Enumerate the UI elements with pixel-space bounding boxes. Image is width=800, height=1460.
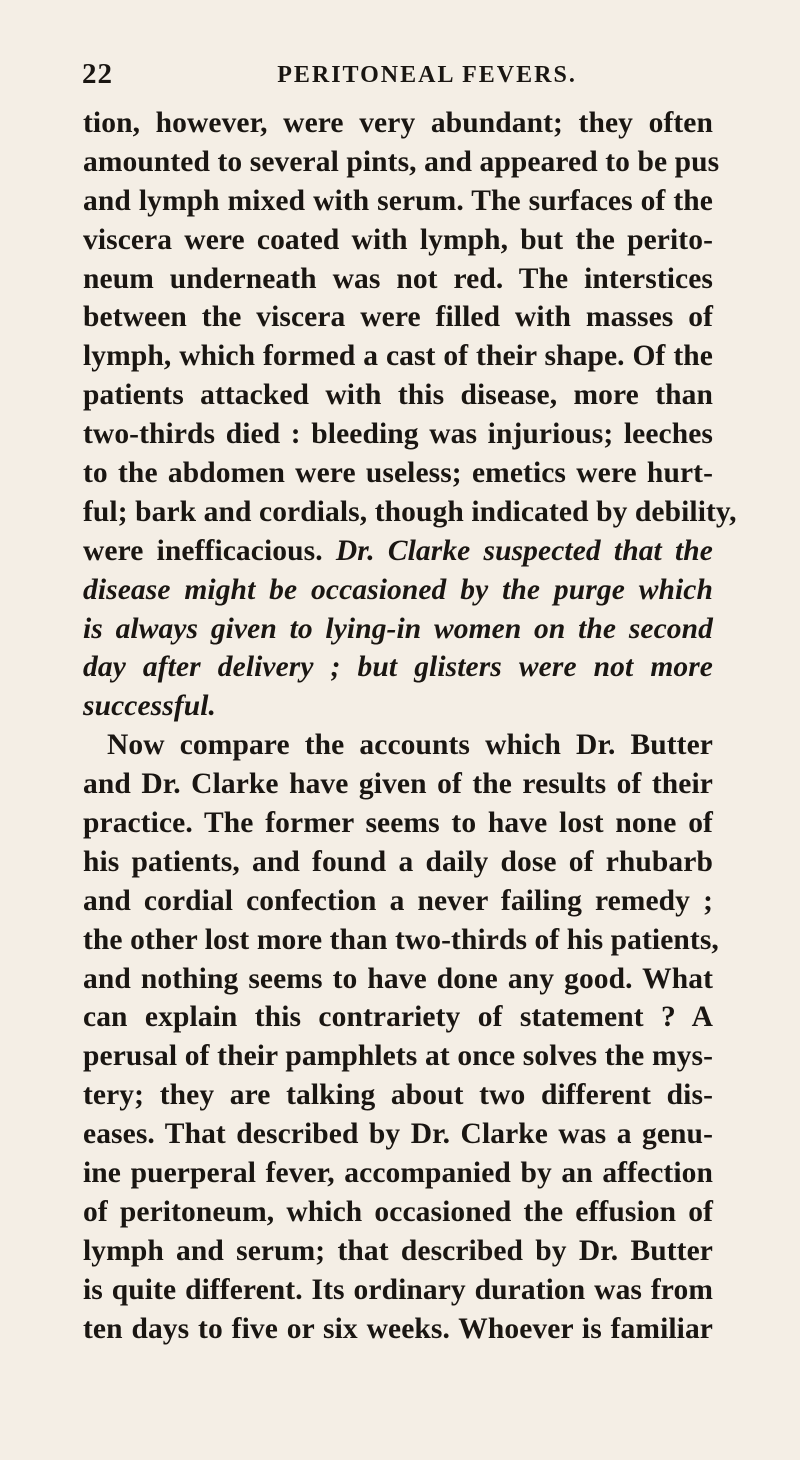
text-line: viscera were coated with lymph, but the perito- xyxy=(83,223,713,256)
text-line-italic: is always given to lying-in women on the second xyxy=(83,612,713,645)
text-line: lymph and serum; that described by Dr. Butter xyxy=(83,1234,713,1267)
text-line: neum underneath was not red. The interstices xyxy=(83,262,713,295)
text-line: Now compare the accounts which Dr. Butter xyxy=(107,729,713,762)
text-line: and Dr. Clarke have given of the results of their xyxy=(83,768,713,801)
text-line: between the viscera were filled with masses of xyxy=(83,301,713,334)
text-line: and nothing seems to have done any good. What xyxy=(83,962,713,995)
text-line: ine puerperal fever, accompanied by an affection xyxy=(83,1157,713,1190)
text-line: tion, however, were very abundant; they often xyxy=(83,107,713,139)
text-line: amounted to several pints, and appeared to be pus xyxy=(83,145,720,178)
text-line: and cordial confection a never failing remedy ; xyxy=(83,884,713,917)
text-line: can explain this contrariety of statement ? A xyxy=(83,1001,713,1034)
page-number: 22 xyxy=(82,58,113,90)
text-line: eases. That described by Dr. Clarke was a genu- xyxy=(83,1118,713,1151)
text-line: to the abdomen were useless; emetics were hurt- xyxy=(83,457,713,490)
text-line-mixed xyxy=(83,532,713,571)
running-title: PERITONEAL FEVERS. xyxy=(277,62,577,88)
text-line: the other lost more than two-thirds of his patients, xyxy=(83,923,719,956)
text-segment-italic: Dr. Clarke suspected that the xyxy=(335,534,713,567)
text-line: two-thirds died : bleeding was injurious; leeches xyxy=(83,418,713,451)
text-line: lymph, which formed a cast of their shape. Of the xyxy=(83,340,713,373)
text-line: of peritoneum, which occasioned the effusion of xyxy=(83,1195,713,1228)
text-line: his patients, and found a daily dose of rhubarb xyxy=(83,845,713,878)
text-line-italic: day after delivery ; but glisters were not more xyxy=(83,651,713,684)
body-text xyxy=(83,104,737,1349)
text-line: practice. The former seems to have lost none of xyxy=(83,807,713,840)
text-line: tery; they are talking about two different dis- xyxy=(83,1079,713,1112)
text-line-italic: successful. xyxy=(83,690,217,723)
text-segment-roman: were inefficacious. xyxy=(83,534,336,567)
text-line: is quite different. Its ordinary duration was from xyxy=(83,1273,713,1306)
text-line: patients attacked with this disease, more than xyxy=(83,379,713,412)
text-line: ten days to five or six weeks. Whoever is familiar xyxy=(83,1312,713,1345)
text-line: perusal of their pamphlets at once solves the mys- xyxy=(83,1040,713,1073)
text-line: and lymph mixed with serum. The surfaces of the xyxy=(83,184,713,217)
text-line: ful; bark and cordials, though indicated by debility, xyxy=(83,495,737,528)
text-line-italic: disease might be occasioned by the purge which xyxy=(83,573,713,606)
running-head xyxy=(82,58,732,94)
